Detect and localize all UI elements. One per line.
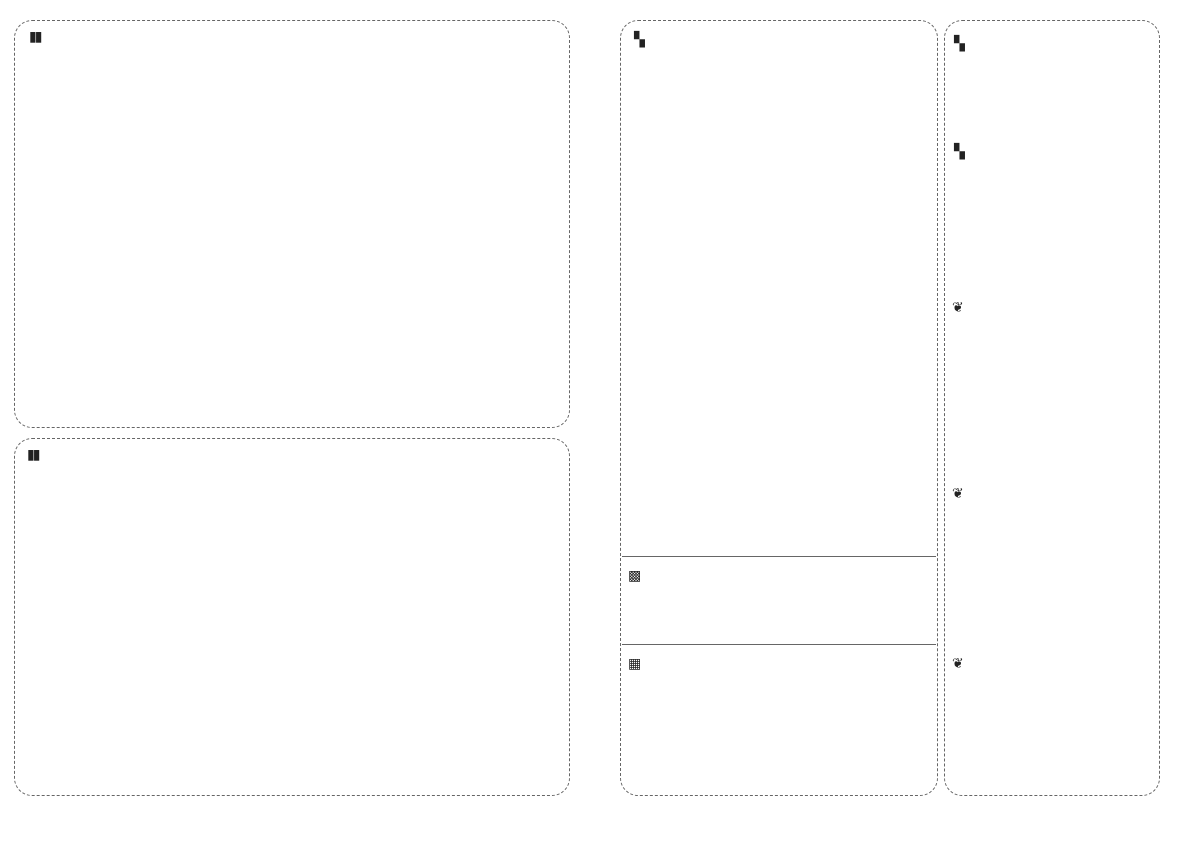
- right-box: [944, 20, 1160, 796]
- section-mark-icon: ▦: [628, 656, 640, 672]
- leaf-icon: ❦: [952, 656, 962, 672]
- dining-title: [952, 656, 968, 672]
- next-leaders: [640, 598, 662, 616]
- section-mark-icon: ▩: [628, 568, 640, 584]
- leaf-icon: ❦: [952, 300, 962, 316]
- devotion-title: [952, 300, 968, 316]
- thanks-box: [14, 438, 570, 796]
- section-mark-icon: ▚: [634, 32, 643, 48]
- thanks-col-2: [306, 473, 557, 481]
- leaf-icon: ❦: [952, 486, 962, 502]
- worship-title: [634, 32, 649, 48]
- section-mark-icon: ▮▮: [29, 29, 41, 45]
- section-mark-icon: ▚: [954, 144, 963, 160]
- thanks-col-1: [27, 467, 296, 481]
- worship-box: [620, 20, 938, 796]
- thanks-title: [27, 447, 557, 463]
- afternoon-header: [954, 36, 1154, 52]
- bulletin-title: [952, 486, 968, 502]
- section-mark-icon: ▮▮: [27, 447, 39, 463]
- section-mark-icon: ▚: [954, 36, 963, 52]
- wed-header: [954, 144, 1154, 160]
- ushers-title: [628, 656, 645, 672]
- offering-box: [14, 20, 570, 428]
- next-title: [628, 568, 645, 584]
- offering-title: [29, 29, 46, 45]
